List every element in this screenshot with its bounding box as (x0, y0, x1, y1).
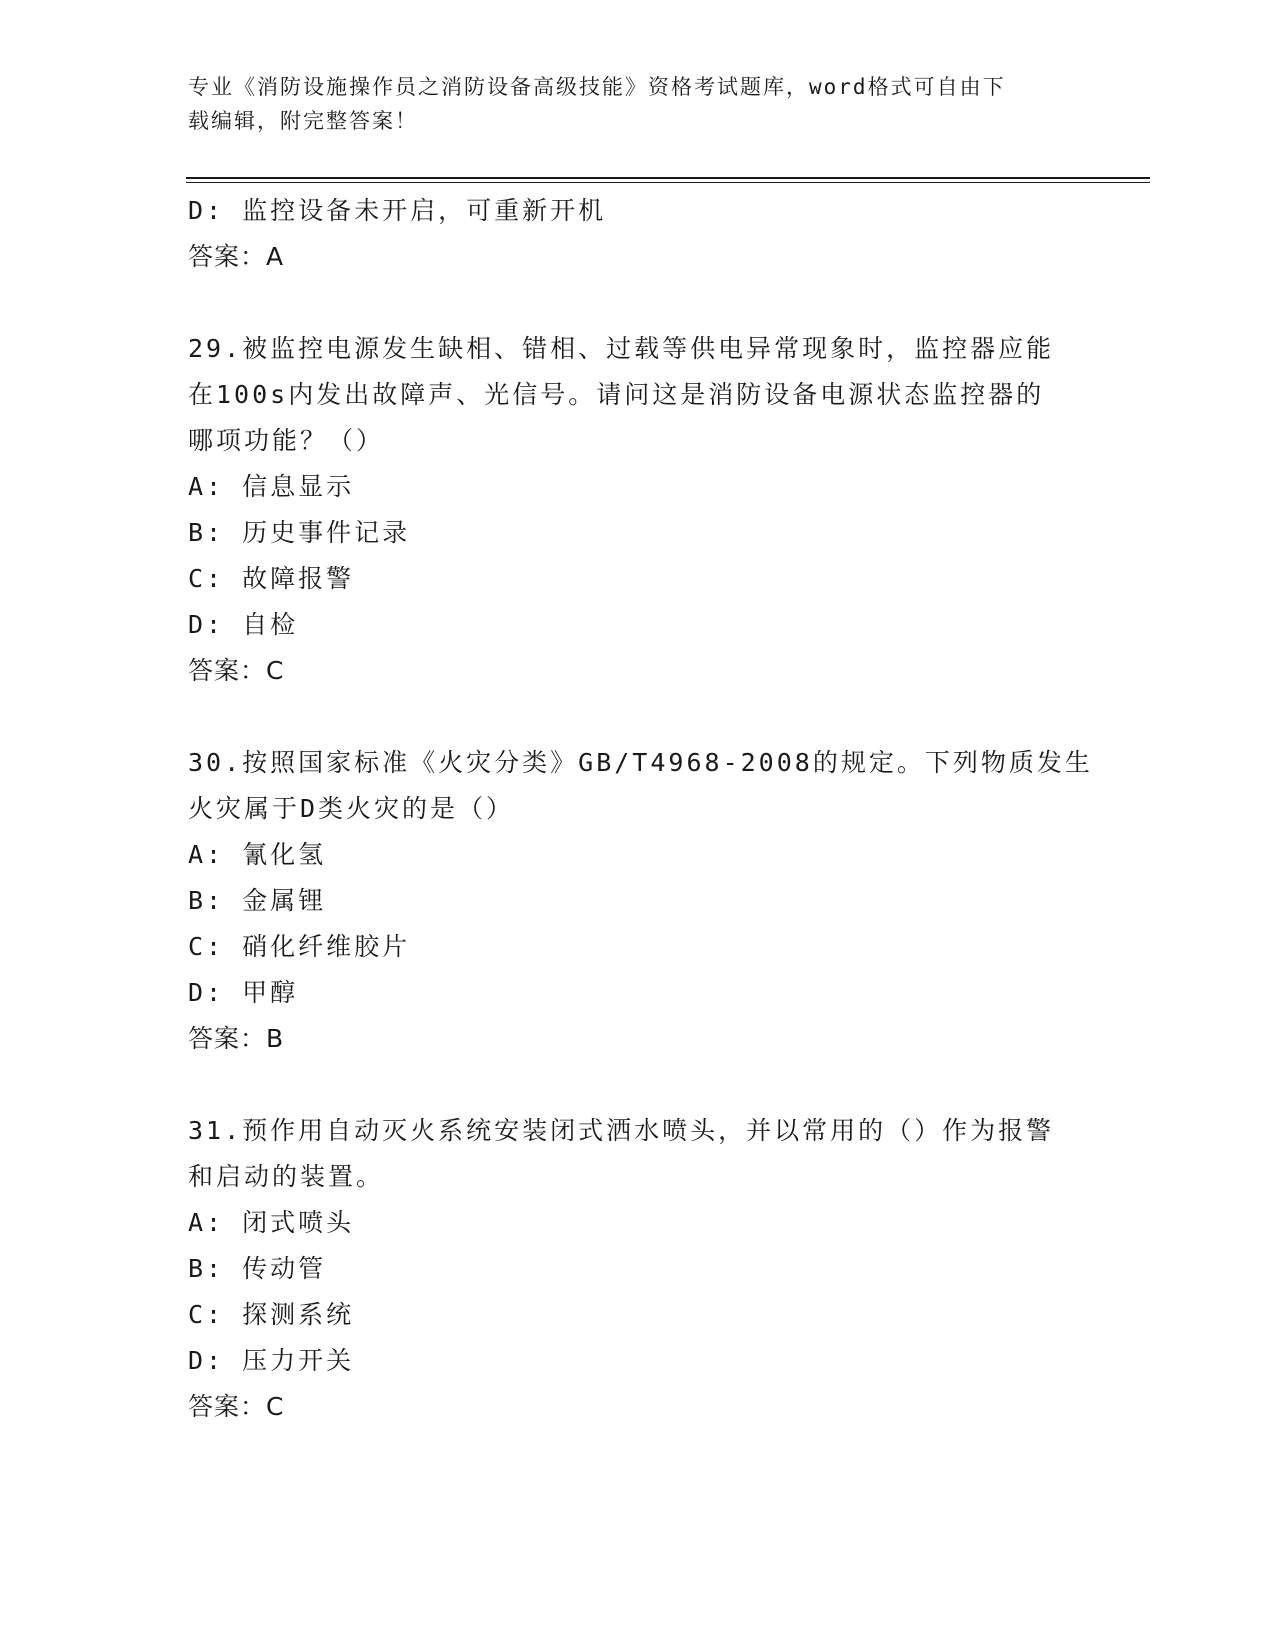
question-31-option-b: B: 传动管 (188, 1254, 327, 1283)
question-29-line-2: 在100s内发出故障声、光信号。请问这是消防设备电源状态监控器的 (188, 380, 1045, 409)
question-30-option-a: A: 氰化氢 (188, 840, 327, 869)
question-31-line-1: 31.预作用自动灭火系统安装闭式洒水喷头，并以常用的（）作为报警 (188, 1116, 1055, 1145)
question-30-option-d: D: 甲醇 (188, 978, 299, 1007)
question-29-answer: 答案：C (188, 656, 285, 685)
question-30-option-c: C: 硝化纤维胶片 (188, 932, 411, 961)
question-29-option-c: C: 故障报警 (188, 564, 355, 593)
question-29-line-1: 29.被监控电源发生缺相、错相、过载等供电异常现象时，监控器应能 (188, 334, 1055, 363)
question-30-answer: 答案：B (188, 1024, 285, 1053)
question-29-line-3: 哪项功能？（） (188, 426, 385, 455)
spacer (188, 694, 1088, 740)
question-29-option-b: B: 历史事件记录 (188, 518, 411, 547)
header-rule-thin (186, 182, 1150, 183)
question-30-line-1: 30.按照国家标准《火灾分类》GB/T4968-2008的规定。下列物质发生 (188, 748, 1093, 777)
header-line-2: 载编辑，附完整答案！ (188, 109, 418, 133)
question-31-answer: 答案：C (188, 1392, 285, 1421)
question-31-line-2: 和启动的装置。 (188, 1162, 385, 1191)
question-31-option-d: D: 压力开关 (188, 1346, 355, 1375)
question-30-option-b: B: 金属锂 (188, 886, 327, 915)
header-rule-thick (186, 177, 1150, 179)
answer-prev: 答案：A (188, 242, 285, 271)
question-31-option-a: A: 闭式喷头 (188, 1208, 355, 1237)
question-31-option-c: C: 探测系统 (188, 1300, 355, 1329)
spacer (188, 1062, 1088, 1108)
question-31 (188, 1108, 1088, 1430)
header-line-1: 专业《消防设施操作员之消防设备高级技能》资格考试题库，word格式可自由下 (188, 75, 1006, 99)
question-30-line-2: 火灾属于D类火灾的是（） (188, 794, 515, 823)
question-30 (188, 740, 1093, 1062)
document-header (188, 70, 1088, 138)
spacer (188, 280, 1088, 326)
question-29-option-a: A: 信息显示 (188, 472, 355, 501)
question-content (188, 188, 1093, 1430)
question-29-option-d: D: 自检 (188, 610, 299, 639)
option-d-prev: D: 监控设备未开启，可重新开机 (188, 196, 607, 225)
question-29 (188, 326, 1088, 694)
